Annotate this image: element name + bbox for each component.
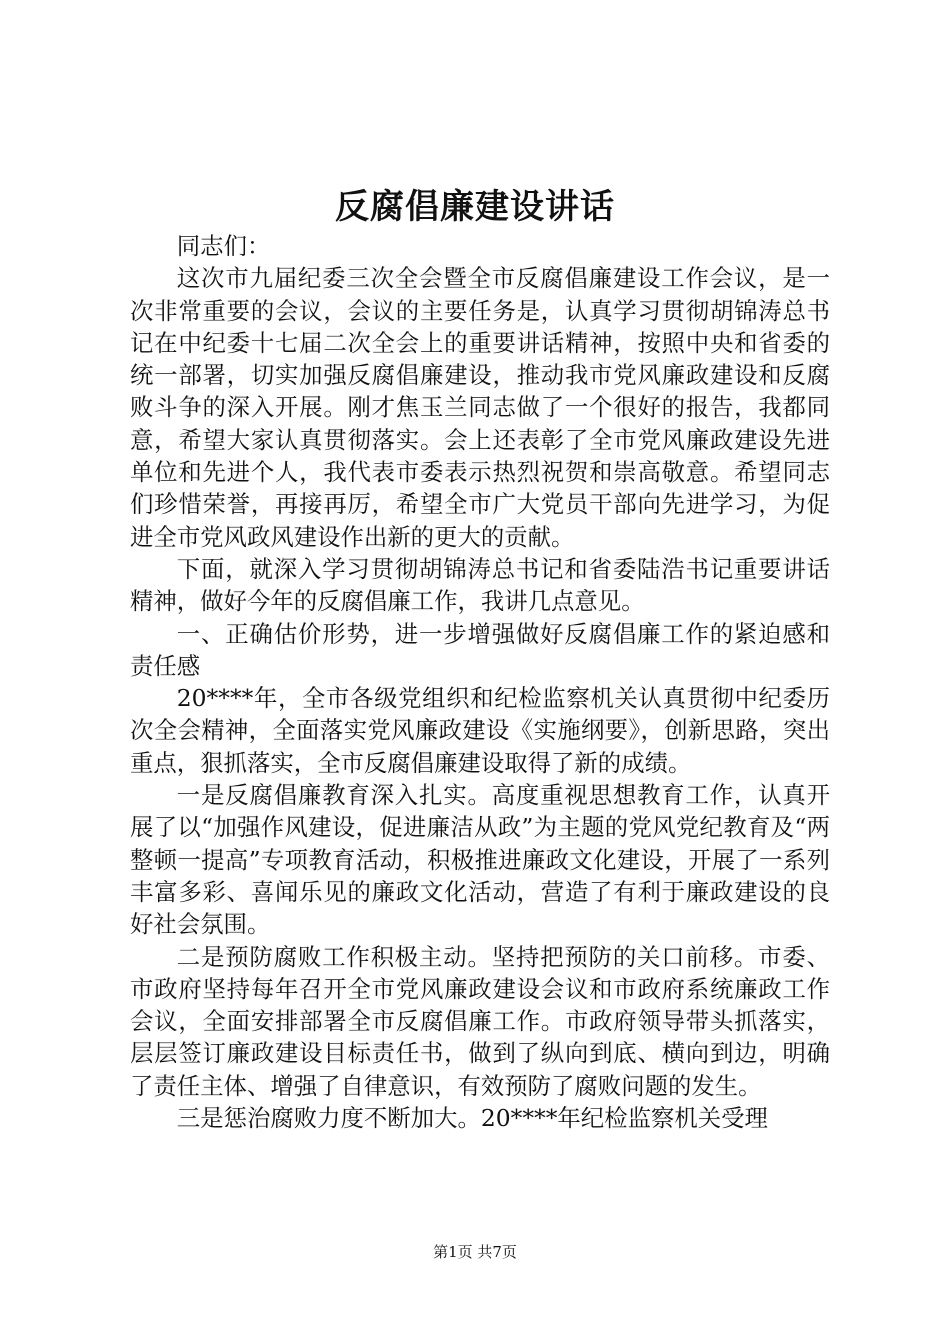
body-paragraph: 三是惩治腐败力度不断加大。20****年纪检监察机关受理: [176, 1104, 768, 1133]
page-footer: 第1页 共7页: [433, 1243, 517, 1261]
section-heading: 一、正确估价形势，进一步增强做好反腐倡廉工作的紧迫感和责任感: [130, 619, 830, 680]
body-paragraph: 20****年，全市各级党组织和纪检监察机关认真贯彻中纪委历次全会精神，全面落实党风廉政建设《实施纲要》，创新思路，突出重点，狠抓落实，全市反腐倡廉建设取得了新的成绩。: [130, 684, 830, 777]
salutation-paragraph: 同志们：: [176, 232, 271, 260]
body-paragraph: 一是反腐倡廉教育深入扎实。高度重视思想教育工作，认真开展了以“加强作风建设，促进廉洁从政”为主题的党风党纪教育及“两整顿一提高”专项教育活动，积极推进廉政文化建设，开展了一系列丰富多彩、喜闻乐见的廉政文化活动，营造了有利于廉政建设的良好社会氛围。: [130, 781, 830, 939]
body-paragraph: 二是预防腐败工作积极主动。坚持把预防的关口前移。市委、市政府坚持每年召开全市党风廉政建设会议和市政府系统廉政工作会议，全面安排部署全市反腐倡廉工作。市政府领导带头抓落实，层层签订廉政建设目标责任书，做到了纵向到底、横向到边，明确了责任主体、增强了自律意识，有效预防了腐败问题的发生。: [130, 942, 830, 1100]
body-paragraph: 下面，就深入学习贯彻胡锦涛总书记和省委陆浩书记重要讲话精神，做好今年的反腐倡廉工作，我讲几点意见。: [130, 554, 830, 616]
body-paragraph: 这次市九届纪委三次全会暨全市反腐倡廉建设工作会议，是一次非常重要的会议，会议的主要任务是，认真学习贯彻胡锦涛总书记在中纪委十七届二次全会上的重要讲话精神，按照中央和省委的统一部署，切实加强反腐倡廉建设，推动我市党风廉政建设和反腐败斗争的深入开展。刚才焦玉兰同志做了一个很好的报告，我都同意，希望大家认真贯彻落实。会上还表彰了全市党风廉政建设先进单位和先进个人，我代表市委表示热烈祝贺和崇高敬意。希望同志们珍惜荣誉，再接再厉，希望全市广大党员干部向先进学习，为促进全市党风政风建设作出新的更大的贡献。: [130, 264, 830, 551]
document-title: 反腐倡廉建设讲话: [335, 187, 615, 227]
document-body: [130, 230, 830, 1134]
